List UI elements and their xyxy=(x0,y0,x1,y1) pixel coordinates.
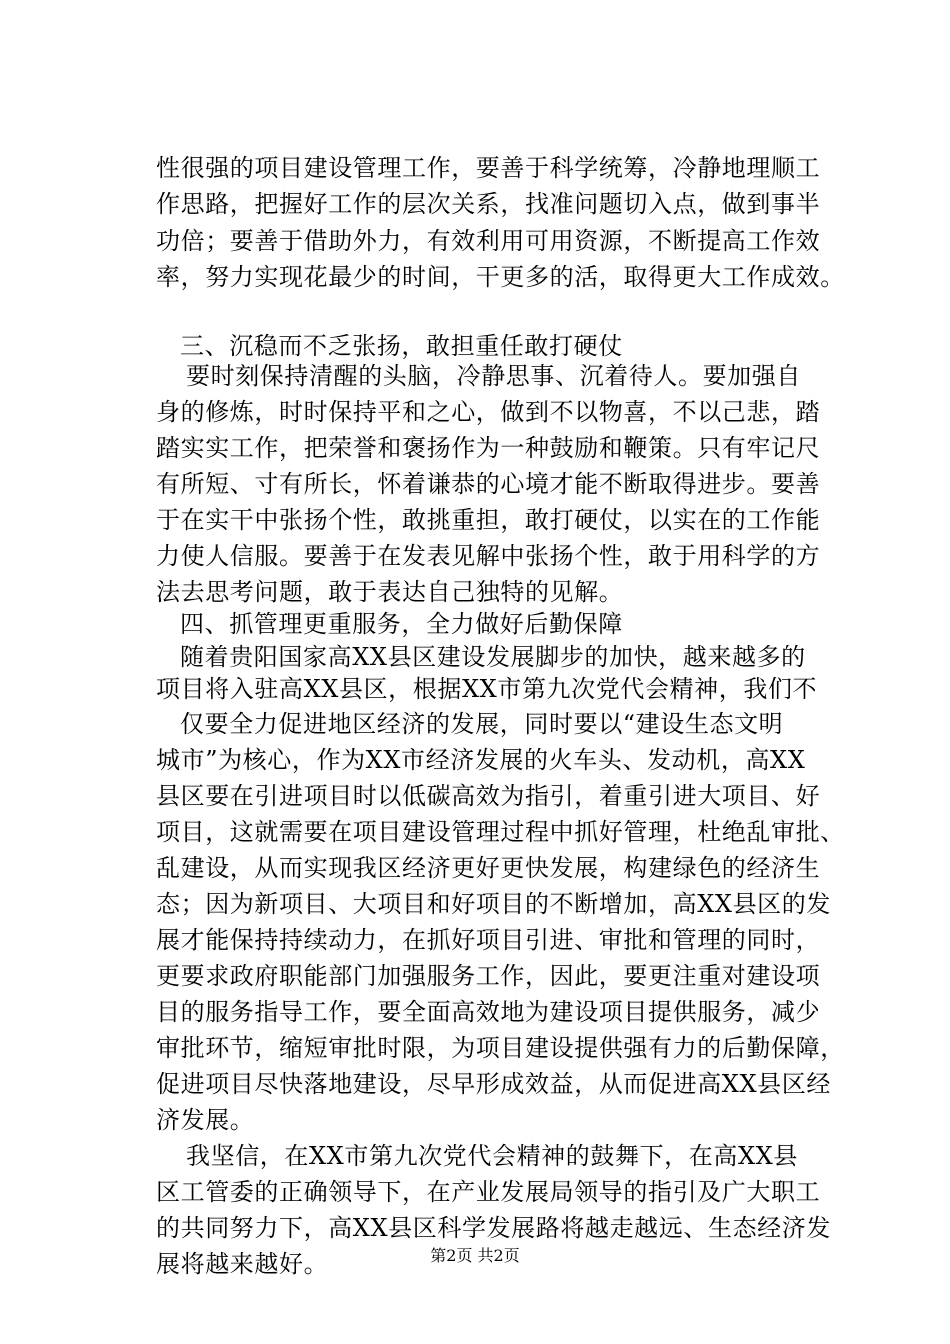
text-line: 率，努力实现花最少的时间，干更多的活，取得更大工作成效。 xyxy=(156,263,845,291)
text-line: 要时刻保持清醒的头脑，冷静思事、沉着待人。要加强自 xyxy=(186,362,801,390)
text-line: 法去思考问题，敢于表达自己独特的见解。 xyxy=(156,578,624,606)
text-line: 展才能保持持续动力，在抓好项目引进、审批和管理的同时， xyxy=(156,926,821,954)
text-line: 目的服务指导工作，要全面高效地为建设项目提供服务，减少 xyxy=(156,998,821,1026)
text-line: 济发展。 xyxy=(156,1106,255,1134)
text-line: 我坚信，在XX市第九次党代会精神的鼓舞下，在高XX县 xyxy=(186,1142,798,1170)
text-line: 的共同努力下，高XX县区科学发展路将越走越远、生态经济发 xyxy=(156,1214,831,1242)
text-line: 乱建设，从而实现我区经济更好更快发展，构建绿色的经济生 xyxy=(156,854,821,882)
page-number-footer: 第2页 共2页 xyxy=(430,1246,520,1265)
text-line: 功倍；要善于借助外力，有效利用可用资源，不断提高工作效 xyxy=(156,227,821,255)
text-line: 性很强的项目建设管理工作，要善于科学统筹，冷静地理顺工 xyxy=(156,154,821,182)
text-line: 随着贵阳国家高XX县区建设发展脚步的加快，越来越多的 xyxy=(180,643,806,671)
section-heading-4: 四、抓管理更重服务，全力做好后勤保障 xyxy=(180,610,623,638)
text-line: 展将越来越好。 xyxy=(156,1250,329,1278)
text-line: 项目将入驻高XX县区，根据XX市第九次党代会精神，我们不 xyxy=(156,675,818,703)
text-line: 更要求政府职能部门加强服务工作，因此，要更注重对建设项 xyxy=(156,962,821,990)
text-line: 作思路，把握好工作的层次关系，找准问题切入点，做到事半 xyxy=(156,190,821,218)
text-line: 态；因为新项目、大项目和好项目的不断增加，高XX县区的发 xyxy=(156,890,831,918)
text-line: 有所短、寸有所长，怀着谦恭的心境才能不断取得进步。要善 xyxy=(156,470,821,498)
text-line: 踏实实工作，把荣誉和褒扬作为一种鼓励和鞭策。只有牢记尺 xyxy=(156,434,821,462)
text-line: 城市”为核心，作为XX市经济发展的火车头、发动机，高XX xyxy=(156,746,806,774)
text-line: 仅要全力促进地区经济的发展，同时要以“建设生态文明 xyxy=(180,710,784,738)
text-line: 身的修炼，时时保持平和之心，做到不以物喜，不以己悲，踏 xyxy=(156,398,821,426)
text-line: 项目，这就需要在项目建设管理过程中抓好管理，杜绝乱审批、 xyxy=(156,818,845,846)
text-line: 区工管委的正确领导下，在产业发展局领导的指引及广大职工 xyxy=(156,1178,821,1206)
section-heading-3: 三、沉稳而不乏张扬，敢担重任敢打硬仗 xyxy=(180,332,623,360)
text-line: 审批环节，缩短审批时限，为项目建设提供强有力的后勤保障， xyxy=(156,1034,845,1062)
text-line: 促进项目尽快落地建设，尽早形成效益，从而促进高XX县区经 xyxy=(156,1070,831,1098)
text-line: 县区要在引进项目时以低碳高效为指引，着重引进大项目、好 xyxy=(156,782,821,810)
text-line: 力使人信服。要善于在发表见解中张扬个性，敢于用科学的方 xyxy=(156,542,821,570)
text-line: 于在实干中张扬个性，敢挑重担，敢打硬仗，以实在的工作能 xyxy=(156,506,821,534)
